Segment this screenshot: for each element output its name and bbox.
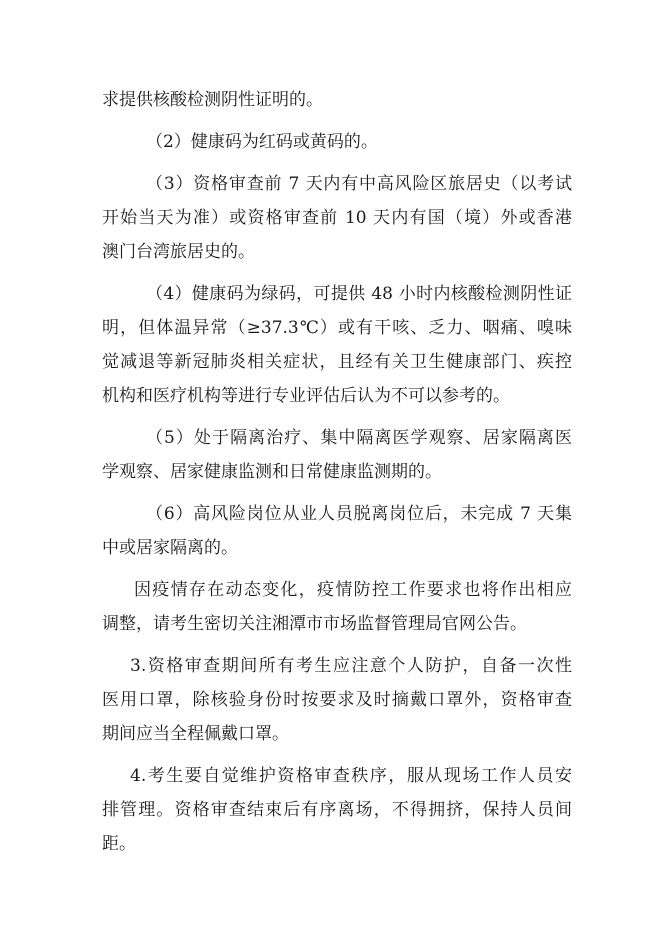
text-line: 3.资格审查期间所有考生应注意个人防护，自备一次性 — [130, 656, 572, 676]
text-line: 明，但体温异常（≥37.3℃）或有干咳、乏力、咽痛、嗅味 — [102, 318, 572, 338]
text-line: 澳门台湾旅居史的。 — [102, 242, 255, 262]
text-line: （4）健康码为绿码，可提供 48 小时内核酸检测阴性证 — [146, 284, 572, 304]
text-line: 排管理。资格审查结束后有序离场，不得拥挤，保持人员间 — [102, 800, 572, 820]
text-line: （6）高风险岗位从业人员脱离岗位后，未完成 7 天集 — [146, 504, 572, 524]
text-line: 期间应当全程佩戴口罩。 — [102, 724, 289, 744]
text-line: 开始当天为准）或资格审查前 10 天内有国（境）外或香港 — [102, 208, 572, 228]
text-line: 调整，请考生密切关注湘潭市市场监督管理局官网公告。 — [102, 614, 527, 634]
text-line: 医用口罩，除核验身份时按要求及时摘戴口罩外，资格审查 — [102, 690, 572, 710]
text-line: （5）处于隔离治疗、集中隔离医学观察、居家隔离医 — [146, 428, 572, 448]
text-line: 距。 — [102, 834, 136, 854]
text-line: 机构和医疗机构等进行专业评估后认为不可以参考的。 — [102, 386, 510, 406]
text-line: 因疫情存在动态变化，疫情防控工作要求也将作出相应 — [134, 580, 572, 600]
text-line: （2）健康码为红码或黄码的。 — [146, 132, 378, 152]
text-line: 中或居家隔离的。 — [102, 538, 238, 558]
text-line: 4.考生要自觉维护资格审查秩序，服从现场工作人员安 — [130, 766, 572, 786]
text-line: 求提供核酸检测阴性证明的。 — [102, 90, 323, 110]
text-line: （3）资格审查前 7 天内有中高风险区旅居史（以考试 — [146, 174, 572, 194]
text-line: 学观察、居家健康监测和日常健康监测期的。 — [102, 462, 442, 482]
text-line: 觉减退等新冠肺炎相关症状，且经有关卫生健康部门、疾控 — [102, 352, 572, 372]
